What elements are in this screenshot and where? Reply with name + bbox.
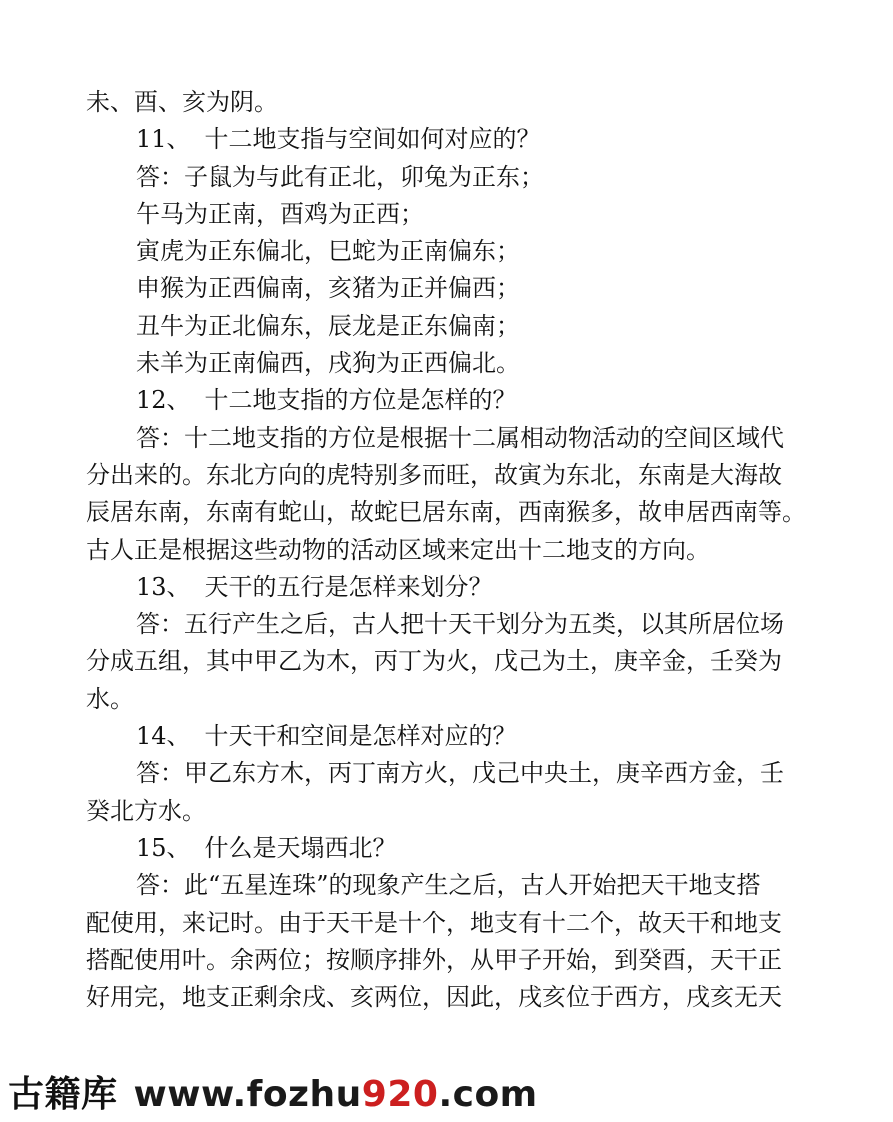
line-text: 配使用，来记时。由于天干是十个，地支有十二个，故天干和地支	[86, 908, 782, 937]
line-22	[86, 867, 808, 904]
site-watermark	[8, 1066, 538, 1117]
line-text: 丑牛为正北偏东，辰龙是正东偏南；	[136, 311, 520, 340]
line-20	[86, 793, 808, 830]
watermark-url-prefix: www.fozhu	[133, 1074, 362, 1115]
line-5	[86, 233, 808, 270]
question-text: 十二地支指的方位是怎样的？	[204, 386, 517, 415]
question-number: 14、	[136, 722, 191, 751]
line-3	[86, 159, 808, 196]
question-text: 什么是天塌西北？	[204, 833, 397, 862]
line-text: 寅虎为正东偏北，巳蛇为正南偏东；	[136, 237, 520, 266]
line-text: 午马为正南，酉鸡为正西；	[136, 199, 424, 228]
line-17	[86, 681, 808, 718]
line-7	[86, 308, 808, 345]
question-text: 十天干和空间是怎样对应的？	[204, 722, 517, 751]
line-4	[86, 196, 808, 233]
question-11-heading	[86, 121, 808, 158]
line-text: 古人正是根据这些动物的活动区域来定出十二地支的方向。	[86, 535, 710, 564]
line-15	[86, 606, 808, 643]
line-25	[86, 979, 808, 1016]
line-24	[86, 942, 808, 979]
question-text: 十二地支指与空间如何对应的？	[204, 125, 541, 154]
line-23	[86, 905, 808, 942]
line-text: 水。	[86, 684, 134, 713]
line-text: 答：十二地支指的方位是根据十二属相动物活动的空间区域代	[136, 423, 784, 452]
line-1	[86, 84, 808, 121]
question-number: 15、	[136, 833, 191, 862]
document-body	[86, 84, 808, 1016]
question-number: 13、	[136, 572, 191, 601]
line-text: 答：甲乙东方木，丙丁南方火，戊己中央土，庚辛西方金，壬	[136, 759, 784, 788]
line-text: 未羊为正南偏西，戌狗为正西偏北。	[136, 349, 520, 378]
line-6	[86, 270, 808, 307]
line-text: 未、酉、亥为阴。	[86, 88, 278, 116]
line-text: 癸北方水。	[86, 796, 206, 825]
line-19	[86, 755, 808, 792]
line-10	[86, 420, 808, 457]
line-12	[86, 494, 808, 531]
line-text: 申猴为正西偏南，亥猪为正并偏西；	[136, 274, 520, 303]
line-13	[86, 532, 808, 569]
line-text: 答：五行产生之后，古人把十天干划分为五类，以其所居位场	[136, 610, 784, 639]
question-number: 11、	[136, 125, 191, 154]
line-16	[86, 643, 808, 680]
question-14-heading	[86, 718, 808, 755]
line-text: 分出来的。东北方向的虎特别多而旺，故寅为东北，东南是大海故	[86, 460, 782, 489]
line-11	[86, 457, 808, 494]
question-15-heading	[86, 830, 808, 867]
question-12-heading	[86, 382, 808, 419]
line-8	[86, 345, 808, 382]
question-13-heading	[86, 569, 808, 606]
question-text: 天干的五行是怎样来划分？	[204, 572, 493, 601]
line-text: 搭配使用叶。余两位；按顺序排外，从甲子开始，到癸酉，天干正	[86, 945, 782, 974]
watermark-url-suffix: .com	[438, 1074, 538, 1115]
line-text: 辰居东南，东南有蛇山，故蛇巳居东南，西南猴多，故申居西南等。	[86, 498, 806, 527]
line-text: 答：此“五星连珠”的现象产生之后，古人开始把天干地支搭	[136, 871, 761, 900]
line-text: 好用完，地支正剩余戌、亥两位，因此，戌亥位于西方，戌亥无天	[86, 983, 782, 1012]
watermark-brand: 古籍库	[8, 1074, 118, 1115]
watermark-url-number: 920	[361, 1074, 439, 1115]
watermark-url	[134, 1074, 538, 1115]
line-text: 答：子鼠为与此有正北，卯兔为正东；	[136, 162, 544, 191]
line-text: 分成五组，其中甲乙为木，丙丁为火，戊己为土，庚辛金，壬癸为	[86, 647, 782, 676]
question-number: 12、	[136, 386, 191, 415]
